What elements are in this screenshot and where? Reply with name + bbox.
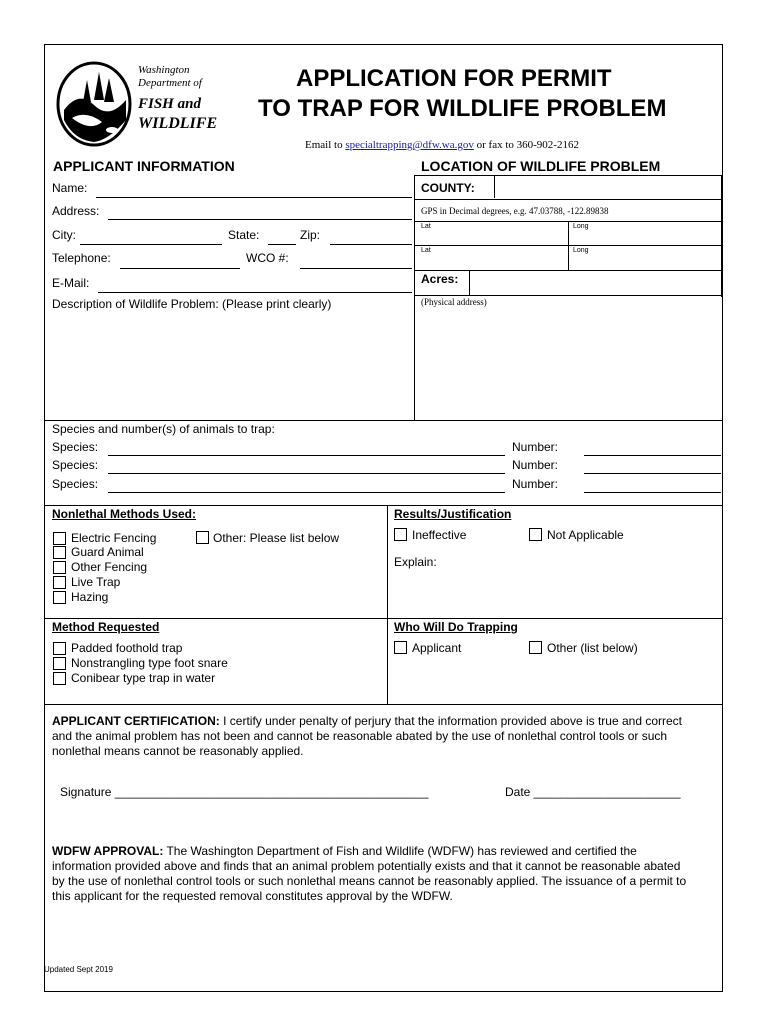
- approval-label: WDFW APPROVAL:: [52, 844, 164, 858]
- other-trapper-label: Other (list below): [547, 641, 638, 655]
- logo-text-1: Washington: [138, 64, 190, 76]
- live-trap-checkbox[interactable]: [53, 576, 66, 589]
- applicant-label: Applicant: [412, 641, 462, 655]
- long-field-1[interactable]: [569, 230, 719, 244]
- telephone-label: Telephone:: [52, 251, 111, 265]
- not-applicable-checkbox[interactable]: [529, 528, 542, 541]
- logo-text-3: FISH and: [138, 96, 201, 112]
- padded-foothold-label: Padded foothold trap: [71, 641, 183, 655]
- city-field[interactable]: [80, 244, 222, 245]
- email-field[interactable]: [98, 292, 412, 293]
- state-label: State:: [228, 228, 260, 242]
- county-label: COUNTY:: [421, 181, 475, 195]
- species-field-2[interactable]: [108, 473, 505, 474]
- address-label: Address:: [52, 204, 100, 218]
- guard-animal-label: Guard Animal: [71, 545, 144, 559]
- foot-snare-checkbox[interactable]: [53, 657, 66, 670]
- updated-note: Updated Sept 2019: [44, 965, 113, 974]
- ineffective-label: Ineffective: [412, 528, 467, 542]
- name-label: Name:: [52, 181, 88, 195]
- other-trapper-checkbox[interactable]: [529, 641, 542, 654]
- contact-email-prefix: Email to: [305, 139, 346, 151]
- other-fencing-checkbox[interactable]: [53, 561, 66, 574]
- contact-fax: or fax to 360-902-2162: [473, 139, 579, 151]
- email-link[interactable]: specialtrapping@dfw.wa.gov: [345, 139, 474, 151]
- approval-text: The Washington Department of Fish and Wildlife (WDFW) has reviewed and certified the information provided above and finds that an animal problem potentially exists and that it cannot be reasonable abated by the use of nonlethal control tools or such nonlethal means cannot be reasonably applied. The issuance of a permit to this applicant for the requested removal constitutes approval by the WDFW.: [52, 844, 687, 903]
- number-label-3: Number:: [512, 477, 559, 491]
- description-field[interactable]: [52, 312, 410, 416]
- electric-fencing-label: Electric Fencing: [71, 531, 157, 545]
- lat-field-2[interactable]: [415, 254, 567, 268]
- species-field-3[interactable]: [108, 492, 505, 493]
- results-heading: Results/Justification: [394, 507, 512, 521]
- date-field[interactable]: Date ______________________: [505, 785, 681, 799]
- number-label-1: Number:: [512, 440, 559, 454]
- wdfw-approval: [52, 844, 692, 904]
- name-field[interactable]: [96, 197, 412, 198]
- logo-text-2: Department of: [138, 77, 202, 89]
- signature-field[interactable]: Signature _______________________________________________: [60, 785, 429, 799]
- other-fencing-label: Other Fencing: [71, 560, 148, 574]
- contact-line: [305, 139, 579, 151]
- location-heading: LOCATION OF WILDLIFE PROBLEM: [421, 158, 661, 174]
- explain-label: Explain:: [394, 555, 437, 569]
- not-applicable-label: Not Applicable: [547, 528, 624, 542]
- conibear-checkbox[interactable]: [53, 672, 66, 685]
- city-label: City:: [52, 228, 76, 242]
- hazing-label: Hazing: [71, 590, 109, 604]
- lat-field-1[interactable]: [415, 230, 567, 244]
- applicant-info-heading: APPLICANT INFORMATION: [53, 158, 235, 174]
- explain-field[interactable]: [392, 572, 718, 616]
- zip-label: Zip:: [300, 228, 321, 242]
- applicant-certification: [52, 714, 684, 759]
- other-nonlethal-label: Other: Please list below: [213, 531, 340, 545]
- long-field-2[interactable]: [569, 254, 719, 268]
- physical-address-field[interactable]: [416, 310, 718, 416]
- species-field-1[interactable]: [108, 455, 505, 456]
- gps-label: GPS in Decimal degrees, e.g. 47.03788, -122.89838: [421, 206, 609, 216]
- wdfw-logo: [54, 60, 134, 148]
- description-label: Description of Wildlife Problem: (Please print clearly): [52, 297, 332, 311]
- certification-label: APPLICANT CERTIFICATION:: [52, 714, 220, 728]
- who-heading: Who Will Do Trapping: [394, 620, 518, 634]
- electric-fencing-checkbox[interactable]: [53, 532, 66, 545]
- certification-text: I certify under penalty of perjury that the information provided above is true and correct and the animal problem has not been and cannot be reasonable abated by the use of nonlethal control tools or such nonlethal means cannot be reasonably applied.: [52, 714, 683, 758]
- padded-foothold-checkbox[interactable]: [53, 642, 66, 655]
- number-field-1[interactable]: [584, 455, 721, 456]
- telephone-field[interactable]: [120, 268, 240, 269]
- guard-animal-checkbox[interactable]: [53, 546, 66, 559]
- live-trap-label: Live Trap: [71, 575, 121, 589]
- logo-text-4: WILDLIFE: [138, 115, 218, 132]
- physical-address-label: (Physical address): [421, 297, 487, 307]
- hazing-checkbox[interactable]: [53, 591, 66, 604]
- address-field[interactable]: [108, 219, 412, 220]
- conibear-label: Conibear type trap in water: [71, 671, 216, 685]
- number-field-3[interactable]: [584, 492, 721, 493]
- page-title-line1: APPLICATION FOR PERMIT: [296, 65, 612, 92]
- other-nonlethal-checkbox[interactable]: [196, 531, 209, 544]
- method-heading: Method Requested: [52, 620, 160, 634]
- number-label-2: Number:: [512, 458, 559, 472]
- acres-field[interactable]: [469, 271, 722, 295]
- email-label: E-Mail:: [52, 276, 90, 290]
- state-field[interactable]: [268, 244, 296, 245]
- number-field-2[interactable]: [584, 473, 721, 474]
- county-field[interactable]: [494, 176, 722, 198]
- wco-label: WCO #:: [246, 251, 289, 265]
- foot-snare-label: Nonstrangling type foot snare: [71, 656, 228, 670]
- applicant-checkbox[interactable]: [394, 641, 407, 654]
- wco-field[interactable]: [300, 268, 412, 269]
- species-label-2: Species:: [52, 458, 99, 472]
- long-label-2: Long: [573, 247, 589, 254]
- zip-field[interactable]: [330, 244, 412, 245]
- nonlethal-heading: Nonlethal Methods Used:: [52, 507, 197, 521]
- page-title-line2: TO TRAP FOR WILDLIFE PROBLEM: [258, 95, 667, 122]
- long-label-1: Long: [573, 223, 589, 230]
- lat-label-2: Lat: [421, 247, 431, 254]
- ineffective-checkbox[interactable]: [394, 528, 407, 541]
- species-label-3: Species:: [52, 477, 99, 491]
- species-label-1: Species:: [52, 440, 99, 454]
- lat-label-1: Lat: [421, 223, 431, 230]
- acres-label: Acres:: [421, 272, 459, 286]
- species-intro: Species and number(s) of animals to trap:: [52, 422, 275, 436]
